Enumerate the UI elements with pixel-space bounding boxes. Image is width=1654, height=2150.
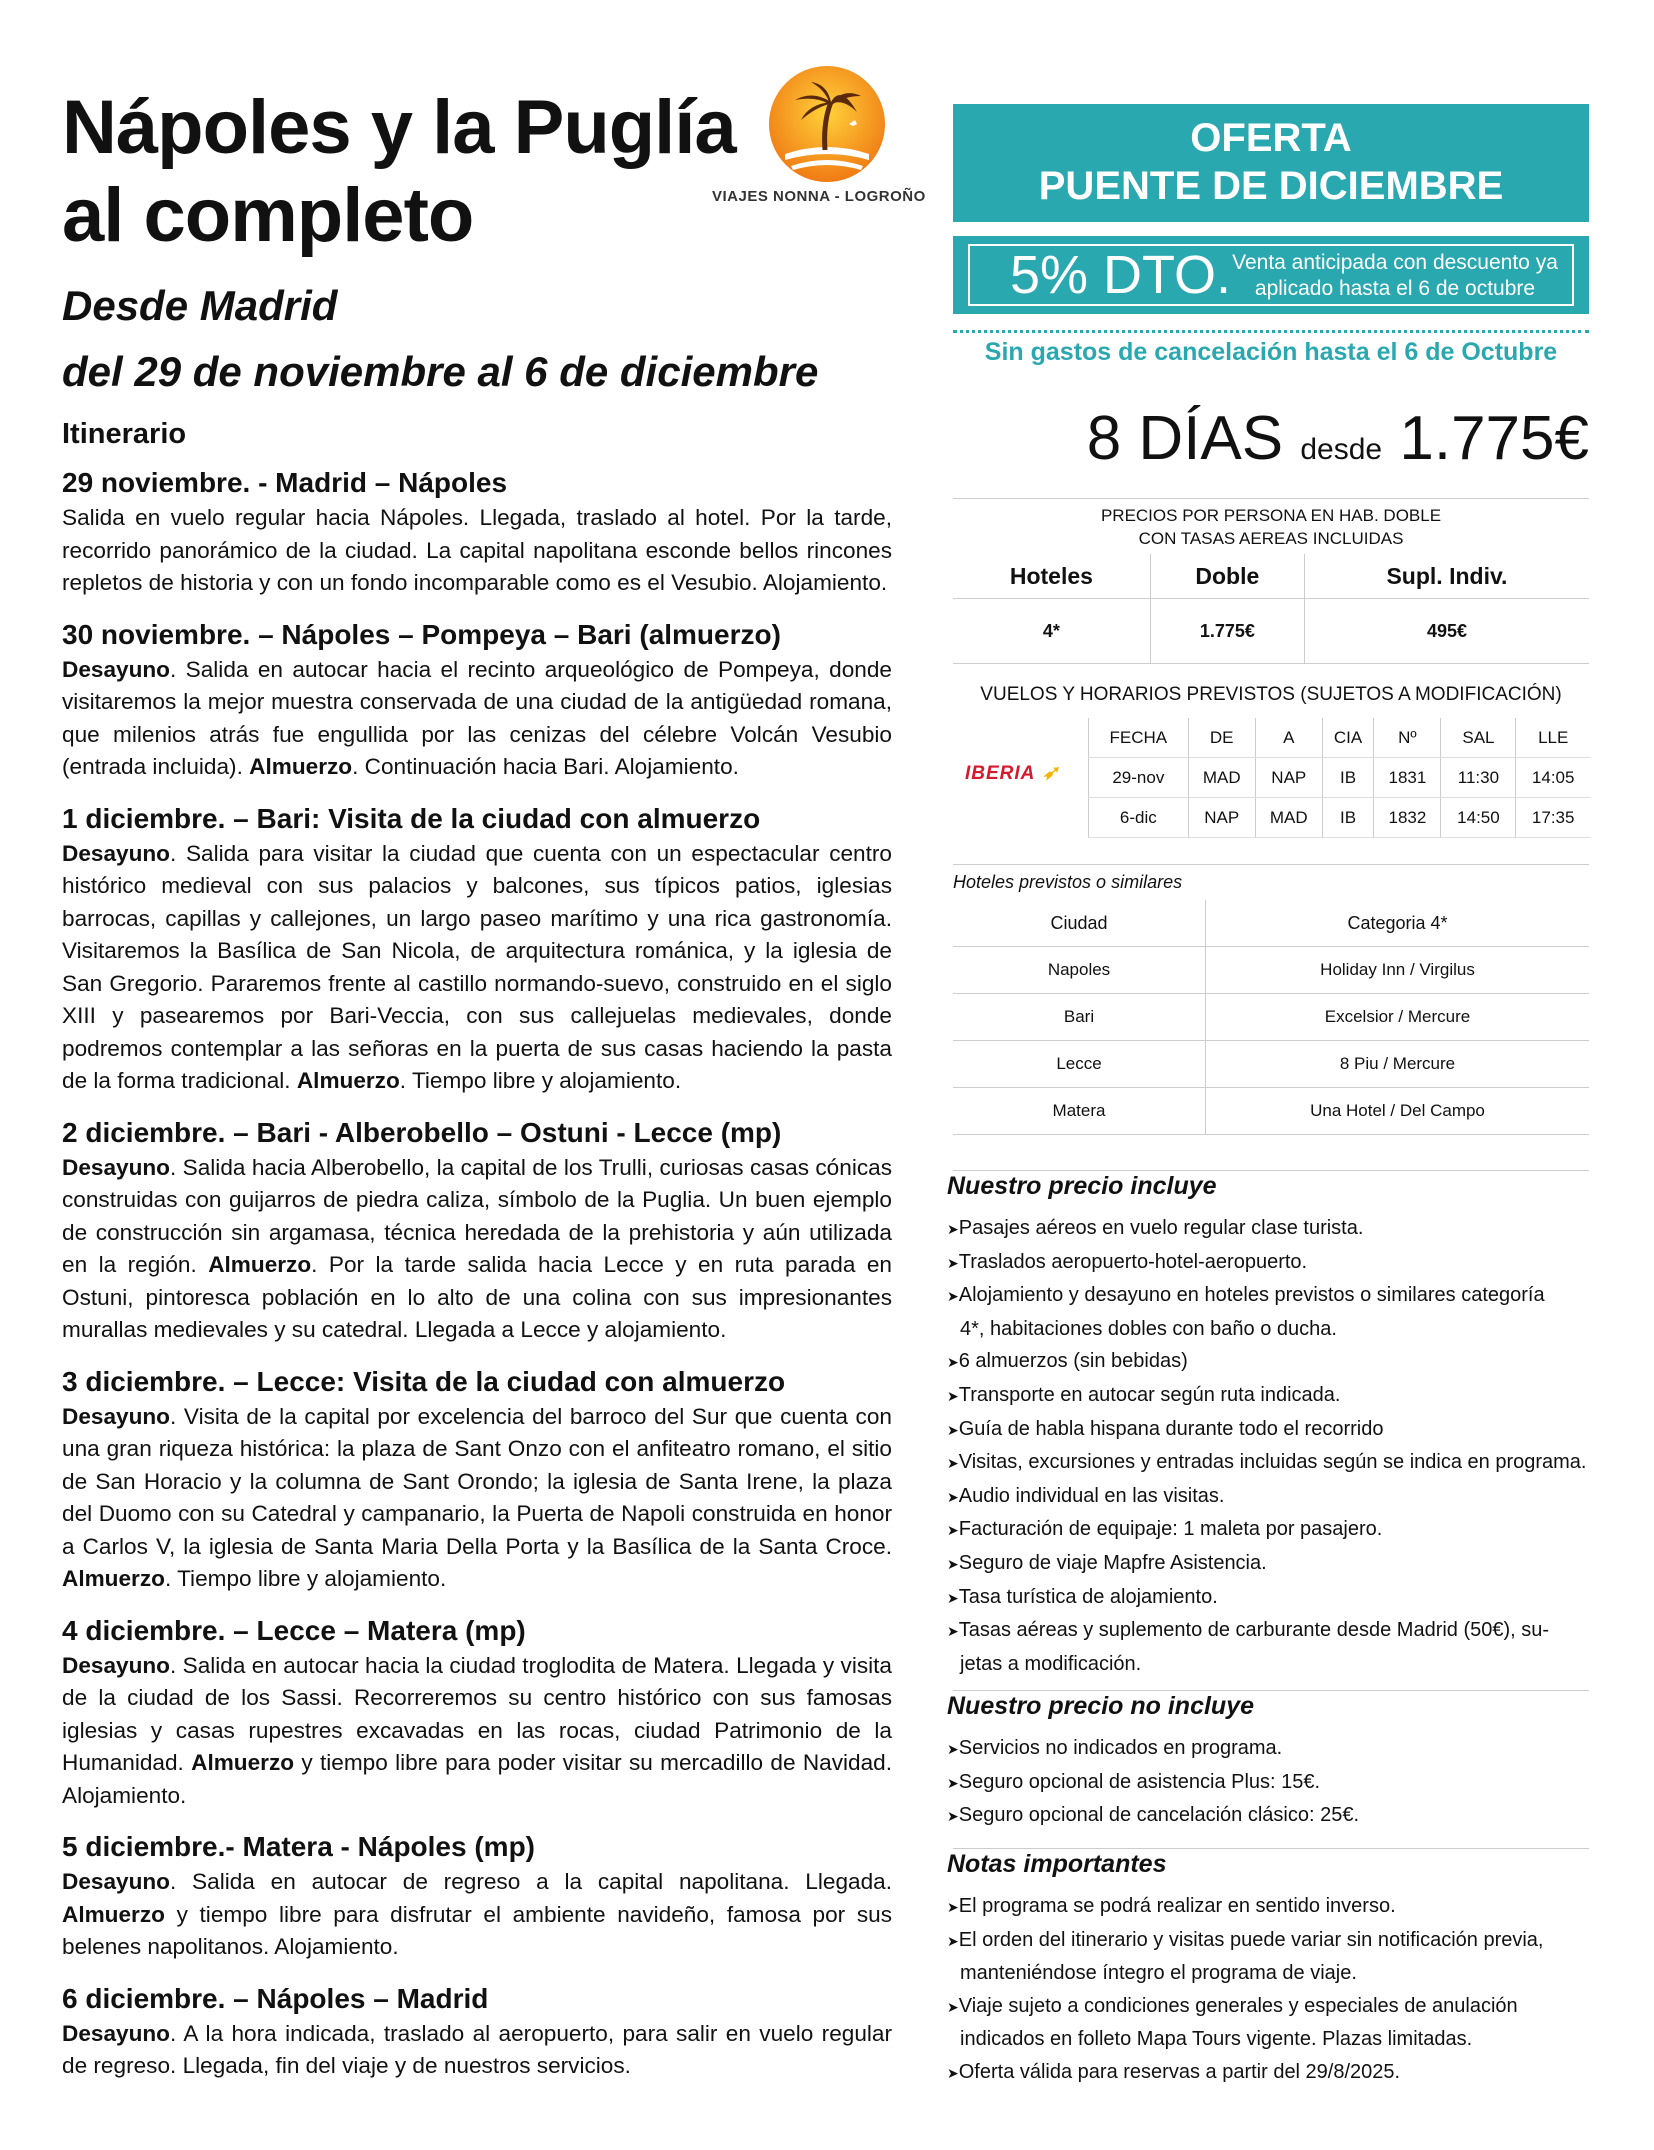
arrow-bullet-icon: ➤ — [947, 1741, 959, 1757]
list-item — [947, 1957, 1592, 1990]
list-item-text: Seguro opcional de asistencia Plus: 15€. — [958, 1770, 1321, 1793]
day-description: Desayuno. A la hora indicada, traslado al aeropuerto, para salir en vuelo regular de regreso. Llegada, fin del viaje y de nuestros servicios. — [62, 2020, 892, 2078]
dotted-divider — [953, 330, 1589, 333]
list-item — [947, 1345, 1592, 1379]
hotel-row — [953, 1088, 1589, 1135]
airline-name: IBERIA — [965, 763, 1036, 784]
itinerary-day — [62, 618, 892, 784]
offer-banner — [953, 104, 1589, 222]
day-title: 29 noviembre. - Madrid – Nápoles — [62, 467, 508, 498]
itinerary-days — [62, 466, 892, 2101]
list-item — [947, 1990, 1592, 2024]
includes-list — [947, 1212, 1592, 1680]
list-item — [947, 1614, 1592, 1648]
hotel-row — [953, 1041, 1589, 1088]
list-item-text: El orden del itinerario y visitas puede variar sin notificación previa, — [958, 1928, 1544, 1951]
flights-heading: VUELOS Y HORARIOS PREVISTOS (SUJETOS A MODIFICACIÓN) — [980, 684, 1562, 705]
itinerary-day — [62, 1614, 892, 1813]
discount-value: 5% DTO. — [1010, 245, 1232, 305]
hotels-heading: Hoteles previstos o similares — [953, 872, 1183, 892]
arrow-bullet-icon: ➤ — [947, 1288, 959, 1305]
flight-cell: 17:35 — [1516, 798, 1590, 838]
price-days: 8 DÍAS — [1086, 404, 1284, 473]
hotel-city: Bari — [953, 994, 1206, 1041]
iberia-wing-icon: ➶ — [1035, 762, 1060, 784]
arrow-bullet-icon: ➤ — [947, 1421, 959, 1438]
list-item — [947, 1547, 1592, 1581]
list-item-text: Pasajes aéreos en vuelo regular clase turista. — [958, 1217, 1364, 1239]
hotel-names: Excelsior / Mercure — [1206, 994, 1590, 1041]
hotels-header — [953, 900, 1589, 947]
discount-line-2: aplicado hasta el 6 de octubre — [1254, 277, 1536, 300]
price-cell: 1.775€ — [1150, 599, 1304, 664]
price-cell: 495€ — [1304, 599, 1589, 664]
list-item — [947, 1513, 1592, 1547]
day-description: Desayuno. Visita de la capital por excelencia del barroco del Sur que cuenta con una gran riqueza histórica: la plaza de Sant Onzo con el anfiteatro romano, el sitio de San Horacio y la columna de Sant Orondo; la iglesia de Santa Irene, la plaza del Duomo con su Catedral y campanario, la Puerta de Napoli construida en honor a Carlos V, la iglesia de Santa Maria Della Porta y la Basílica de la Santa Croce. Almuerzo. Tiempo libre y alojamiento. — [62, 1403, 892, 1591]
price-note-line-2: CON TASAS AEREAS INCLUIDAS — [1138, 529, 1404, 548]
hotel-city: Napoles — [953, 947, 1206, 994]
list-item — [947, 1379, 1592, 1413]
list-item-text: Viaje sujeto a condiciones generales y especiales de anulación — [958, 1994, 1518, 2017]
list-item — [947, 1480, 1592, 1514]
itinerary-day — [62, 802, 892, 1098]
price-cell: 4* — [953, 599, 1150, 664]
list-item-text: Audio individual en las visitas. — [958, 1484, 1225, 1507]
arrow-bullet-icon: ➤ — [947, 1555, 959, 1572]
hotel-row — [953, 947, 1589, 994]
hotel-col-city: Ciudad — [953, 900, 1206, 947]
flight-cell: NAP — [1188, 798, 1255, 838]
day-description: Desayuno. Salida en autocar de regreso a la capital napolitana. Llegada. Almuerzo y tiempo libre para disfrutar el ambiente navideño, famosa por sus belenes napolitanos. Alojamiento. — [62, 1869, 892, 1959]
flight-col: CIA — [1322, 718, 1374, 758]
excludes-heading: Nuestro precio no incluye — [947, 1692, 1255, 1720]
flight-cell: 1832 — [1374, 798, 1441, 838]
list-item — [947, 1246, 1592, 1280]
day-description: Desayuno. Salida hacia Alberobello, la capital de los Trulli, curiosas casas cónicas construidas con guijarros de piedra caliza, símbolo de la Puglia. Un buen ejemplo de construcción sin argamasa, técnica heredada de la prehistoria y aún utilizada en la región. Almuerzo. Por la tarde salida hacia Lecce y en ruta parada en Ostuni, pintoresca población en lo alto de una colina con sus impresionantes murallas medievales y su catedral. Llegada a Lecce y alojamiento. — [62, 1154, 892, 1342]
arrow-bullet-icon: ➤ — [947, 1254, 959, 1271]
list-item-text: Tasas aéreas y suplemento de carburante desde Madrid (50€), su- — [958, 1619, 1550, 1642]
page-title — [62, 84, 742, 260]
arrow-bullet-icon: ➤ — [947, 1522, 959, 1539]
list-item — [947, 1446, 1592, 1480]
itinerary-day — [62, 466, 892, 600]
title-line-1: Nápoles y la Puglía — [62, 85, 736, 170]
itinerary-heading: Itinerario — [62, 418, 187, 450]
divider — [953, 864, 1589, 865]
day-title: 30 noviembre. – Nápoles – Pompeya – Bari (almuerzo) — [62, 618, 781, 650]
no-cancellation-note: Sin gastos de cancelación hasta el 6 de Octubre — [984, 338, 1558, 366]
list-item-text: manteniéndose íntegro el programa de viaje. — [960, 1962, 1357, 1985]
arrow-bullet-icon: ➤ — [947, 1998, 959, 2015]
arrow-bullet-icon: ➤ — [947, 2064, 959, 2081]
list-item — [947, 1212, 1592, 1246]
day-title: 4 diciembre. – Lecce – Matera (mp) — [62, 1614, 526, 1646]
flight-row — [1089, 798, 1591, 838]
hotel-names: 8 Piu / Mercure — [1206, 1041, 1590, 1088]
list-item — [947, 1581, 1592, 1615]
divider — [953, 1170, 1589, 1171]
day-title: 6 diciembre. – Nápoles – Madrid — [62, 1982, 489, 2014]
list-item-text: Traslados aeropuerto-hotel-aeropuerto. — [958, 1250, 1308, 1273]
flight-row — [1089, 758, 1591, 798]
subtitle-origin: Desde Madrid — [62, 282, 338, 329]
price-col-doble: Doble — [1150, 554, 1304, 599]
flight-col: Nº — [1374, 718, 1441, 758]
flight-cell: 1831 — [1374, 758, 1441, 798]
day-title: 1 diciembre. – Bari: Visita de la ciudad con almuerzo — [62, 802, 761, 834]
divider — [953, 1848, 1589, 1849]
subtitle-dates: del 29 de noviembre al 6 de diciembre — [62, 348, 819, 395]
flight-col: A — [1255, 718, 1322, 758]
discount-description — [1215, 250, 1575, 302]
arrow-bullet-icon: ➤ — [947, 1899, 959, 1915]
list-item-text: Seguro opcional de cancelación clásico: 25€. — [958, 1804, 1359, 1827]
list-item-text: jetas a modificación. — [960, 1652, 1142, 1675]
itinerary-day — [62, 1365, 892, 1596]
list-item-text: 6 almuerzos (sin bebidas) — [958, 1350, 1188, 1373]
list-item-text: Oferta válida para reservas a partir del 29/8/2025. — [958, 2060, 1401, 2083]
list-item-text: Alojamiento y desayuno en hoteles previstos o similares categoría — [958, 1284, 1545, 1307]
price-note — [953, 504, 1589, 550]
flight-cell: 29-nov — [1089, 758, 1189, 798]
list-item — [947, 1313, 1592, 1346]
hotel-city: Lecce — [953, 1041, 1206, 1088]
itinerary-day — [62, 1982, 892, 2083]
day-description: Desayuno. Salida en autocar hacia la ciudad troglodita de Matera. Llegada y visita de la ciudad de los Sassi. Recorreremos su centro histórico con sus famosas iglesias y casas rupestres excavadas en las rocas, ciudad Patrimonio de la Humanidad. Almuerzo y tiempo libre para poder visitar su mercadillo de Navidad. Alojamiento. — [62, 1652, 892, 1808]
hotel-row — [953, 994, 1589, 1041]
hotels-table — [953, 900, 1589, 1135]
arrow-bullet-icon: ➤ — [947, 1808, 959, 1825]
arrow-bullet-icon: ➤ — [947, 1354, 959, 1371]
divider — [953, 498, 1589, 499]
hotel-col-category: Categoria 4* — [1206, 900, 1590, 947]
arrow-bullet-icon: ➤ — [947, 1932, 959, 1949]
price-amount: 1.775€ — [1399, 404, 1589, 473]
hotel-names: Una Hotel / Del Campo — [1206, 1088, 1590, 1135]
list-item-text: Servicios no indicados en programa. — [958, 1737, 1283, 1759]
divider — [953, 1690, 1589, 1691]
itinerary-day — [62, 1830, 892, 1964]
itinerary-day — [62, 1116, 892, 1347]
price-table-header — [953, 554, 1589, 599]
list-item — [947, 1732, 1592, 1766]
list-item-text: Tasa turística de alojamiento. — [958, 1585, 1218, 1608]
discount-line-1: Venta anticipada con descuento ya — [1232, 251, 1558, 274]
price-note-line-1: PRECIOS POR PERSONA EN HAB. DOBLE — [1100, 506, 1442, 525]
price-headline — [953, 404, 1589, 485]
list-item-text: Guía de habla hispana durante todo el recorrido — [958, 1417, 1384, 1440]
arrow-bullet-icon: ➤ — [947, 1589, 959, 1606]
price-desde: desde — [1300, 433, 1383, 466]
day-description: Desayuno. Salida en autocar hacia el recinto arqueológico de Pompeya, donde visitaremos la mejor muestra conservada de una ciudad de la antigüedad romana, que milenios atrás fue engullida por las cenizas del célebre Volcán Vesubio (entrada incluida). Almuerzo. Continuación hacia Bari. Alojamiento. — [62, 656, 892, 779]
flights-header — [1089, 718, 1591, 758]
list-item-text: indicados en folleto Mapa Tours vigente. Plazas limitadas. — [960, 2028, 1473, 2051]
list-item-text: Facturación de equipaje: 1 maleta por pasajero. — [958, 1518, 1383, 1541]
arrow-bullet-icon: ➤ — [947, 1488, 959, 1505]
notes-list — [947, 1890, 1592, 2090]
arrow-bullet-icon: ➤ — [947, 1455, 959, 1472]
includes-heading: Nuestro precio incluye — [947, 1172, 1217, 1200]
day-description: Salida en vuelo regular hacia Nápoles. Llegada, traslado al hotel. Por la tarde, recorrido panorámico de la ciudad. La capital napolitana esconde bellos rincones repletos de historia y con un fondo incomparable como es el Vesubio. Alojamiento. — [62, 505, 892, 595]
list-item-text: 4*, habitaciones dobles con baño o ducha. — [960, 1317, 1337, 1340]
price-col-supl: Supl. Indiv. — [1304, 554, 1589, 599]
flight-col: SAL — [1441, 718, 1516, 758]
arrow-bullet-icon: ➤ — [947, 1221, 959, 1237]
iberia-logo — [965, 760, 1060, 785]
flight-col: DE — [1188, 718, 1255, 758]
hotel-city: Matera — [953, 1088, 1206, 1135]
palm-tree-logo — [765, 62, 889, 186]
flight-cell: 11:30 — [1441, 758, 1516, 798]
price-table-row — [953, 599, 1589, 664]
flight-cell: 6-dic — [1089, 798, 1189, 838]
flight-cell: MAD — [1255, 798, 1322, 838]
flight-col: LLE — [1516, 718, 1590, 758]
list-item — [947, 1924, 1592, 1958]
price-table — [953, 554, 1589, 664]
notes-heading: Notas importantes — [947, 1850, 1167, 1878]
flight-cell: IB — [1322, 758, 1374, 798]
flight-cell: 14:50 — [1441, 798, 1516, 838]
offer-line-2: PUENTE DE DICIEMBRE — [1038, 164, 1504, 208]
title-line-2: al completo — [62, 173, 474, 258]
list-item — [947, 1799, 1592, 1833]
flight-cell: IB — [1322, 798, 1374, 838]
arrow-bullet-icon: ➤ — [947, 1774, 959, 1791]
list-item-text: El programa se podrá realizar en sentido inverso. — [958, 1895, 1396, 1917]
hotel-names: Holiday Inn / Virgilus — [1206, 947, 1590, 994]
list-item — [947, 1890, 1592, 1924]
list-item — [947, 1648, 1592, 1681]
day-title: 2 diciembre. – Bari - Alberobello – Ostuni - Lecce (mp) — [62, 1116, 782, 1148]
flight-cell: MAD — [1188, 758, 1255, 798]
excludes-list — [947, 1732, 1592, 1833]
day-description: Desayuno. Salida para visitar la ciudad que cuenta con un espectacular centro histórico medieval con sus palacios y balcones, sus típicos patios, iglesias barrocas, capillas y callejones, un largo paseo marítimo y una rica gastronomía. Visitaremos la Basílica de San Nicola, de arquitectura románica, y la iglesia de San Gregorio. Pararemos frente al castillo normando-suevo, construido en el siglo XIII y pasearemos por Bari-Veccia, con sus callejuelas medievales, donde podremos contemplar a las señoras en la puerta de sus casas haciendo la pasta de la forma tradicional. Almuerzo. Tiempo libre y alojamiento. — [62, 840, 892, 1093]
price-col-hoteles: Hoteles — [953, 554, 1150, 599]
day-title: 3 diciembre. – Lecce: Visita de la ciudad con almuerzo — [62, 1365, 786, 1397]
list-item — [947, 2056, 1592, 2090]
list-item — [947, 1766, 1592, 1800]
offer-line-1: OFERTA — [1190, 116, 1352, 160]
flight-cell: NAP — [1255, 758, 1322, 798]
list-item — [947, 1279, 1592, 1313]
logo-text: VIAJES NONNA - LOGROÑO — [712, 188, 926, 205]
arrow-bullet-icon: ➤ — [947, 1623, 959, 1640]
arrow-bullet-icon: ➤ — [947, 1387, 959, 1404]
flights-table — [1088, 718, 1590, 838]
flight-cell: 14:05 — [1516, 758, 1590, 798]
list-item-text: Visitas, excursiones y entradas incluidas según se indica en programa. — [958, 1451, 1587, 1474]
list-item-text: Seguro de viaje Mapfre Asistencia. — [958, 1551, 1267, 1574]
flight-col: FECHA — [1089, 718, 1189, 758]
list-item-text: Transporte en autocar según ruta indicada. — [958, 1383, 1341, 1406]
list-item — [947, 2023, 1592, 2056]
list-item — [947, 1413, 1592, 1447]
day-title: 5 diciembre.- Matera - Nápoles (mp) — [62, 1831, 536, 1862]
